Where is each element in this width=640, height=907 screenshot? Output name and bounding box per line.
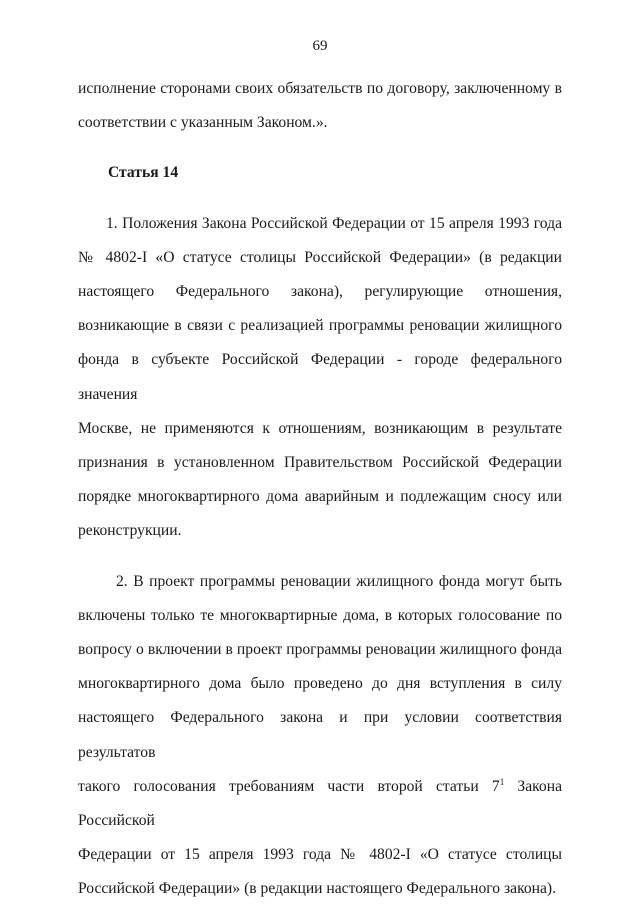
spacer xyxy=(78,191,562,207)
paragraph2-line: вопросу о включении в проект программы реновации жилищного фонда xyxy=(78,641,562,659)
paragraph1-line: настоящего Федерального закона), регулирующие отношения, xyxy=(78,283,562,301)
paragraph2-text: Закона Российской xyxy=(78,777,562,830)
paragraph1-line: реконструкции. xyxy=(78,522,182,540)
document-body xyxy=(78,72,562,907)
article-title: Статья 14 xyxy=(108,164,179,182)
spacer xyxy=(78,549,562,565)
paragraph2-line-with-superscript xyxy=(78,770,562,838)
paragraph2-line: Российской Федерации» (в редакции настоящего Федерального закона). xyxy=(78,880,557,898)
page-number: 69 xyxy=(312,38,328,54)
paragraph2-line: включены только те многоквартирные дома, в которых голосование по xyxy=(78,606,562,624)
intro-line: соответствии с указанным Законом.». xyxy=(78,114,328,132)
paragraph2-text: такого голосования требованиям части второй статьи 7 xyxy=(78,777,500,795)
paragraph1-line: возникающие в связи с реализацией программы реновации жилищного xyxy=(78,317,562,335)
paragraph2-line: многоквартирного дома было проведено до дня вступления в силу xyxy=(78,675,562,693)
paragraph1-line: признания в установленном Правительством Российской Федерации xyxy=(78,454,562,472)
paragraph2-line: настоящего Федерального закона и при условии соответствия результатов xyxy=(78,709,562,761)
paragraph1-line: Москве, не применяются к отношениям, возникающим в результате xyxy=(78,419,562,437)
paragraph2-line: Федерации от 15 апреля 1993 года № 4802-I «О статусе столицы xyxy=(78,846,562,864)
paragraph1-line: 1. Положения Закона Российской Федерации от 15 апреля 1993 года xyxy=(106,214,562,232)
paragraph2-line: 2. В проект программы реновации жилищного фонда могут быть xyxy=(116,572,562,590)
superscript-index: 1 xyxy=(499,776,505,787)
paragraph1-line: № 4802-I «О статусе столицы Российской Федерации» (в редакции xyxy=(78,248,562,266)
paragraph1-line: порядке многоквартирного дома аварийным и подлежащим сносу или xyxy=(78,488,562,506)
spacer xyxy=(78,140,562,156)
paragraph1-line: фонда в субъекте Российской Федерации - городе федерального значения xyxy=(78,351,562,403)
intro-line: исполнение сторонами своих обязательств по договору, заключенному в xyxy=(78,80,562,97)
